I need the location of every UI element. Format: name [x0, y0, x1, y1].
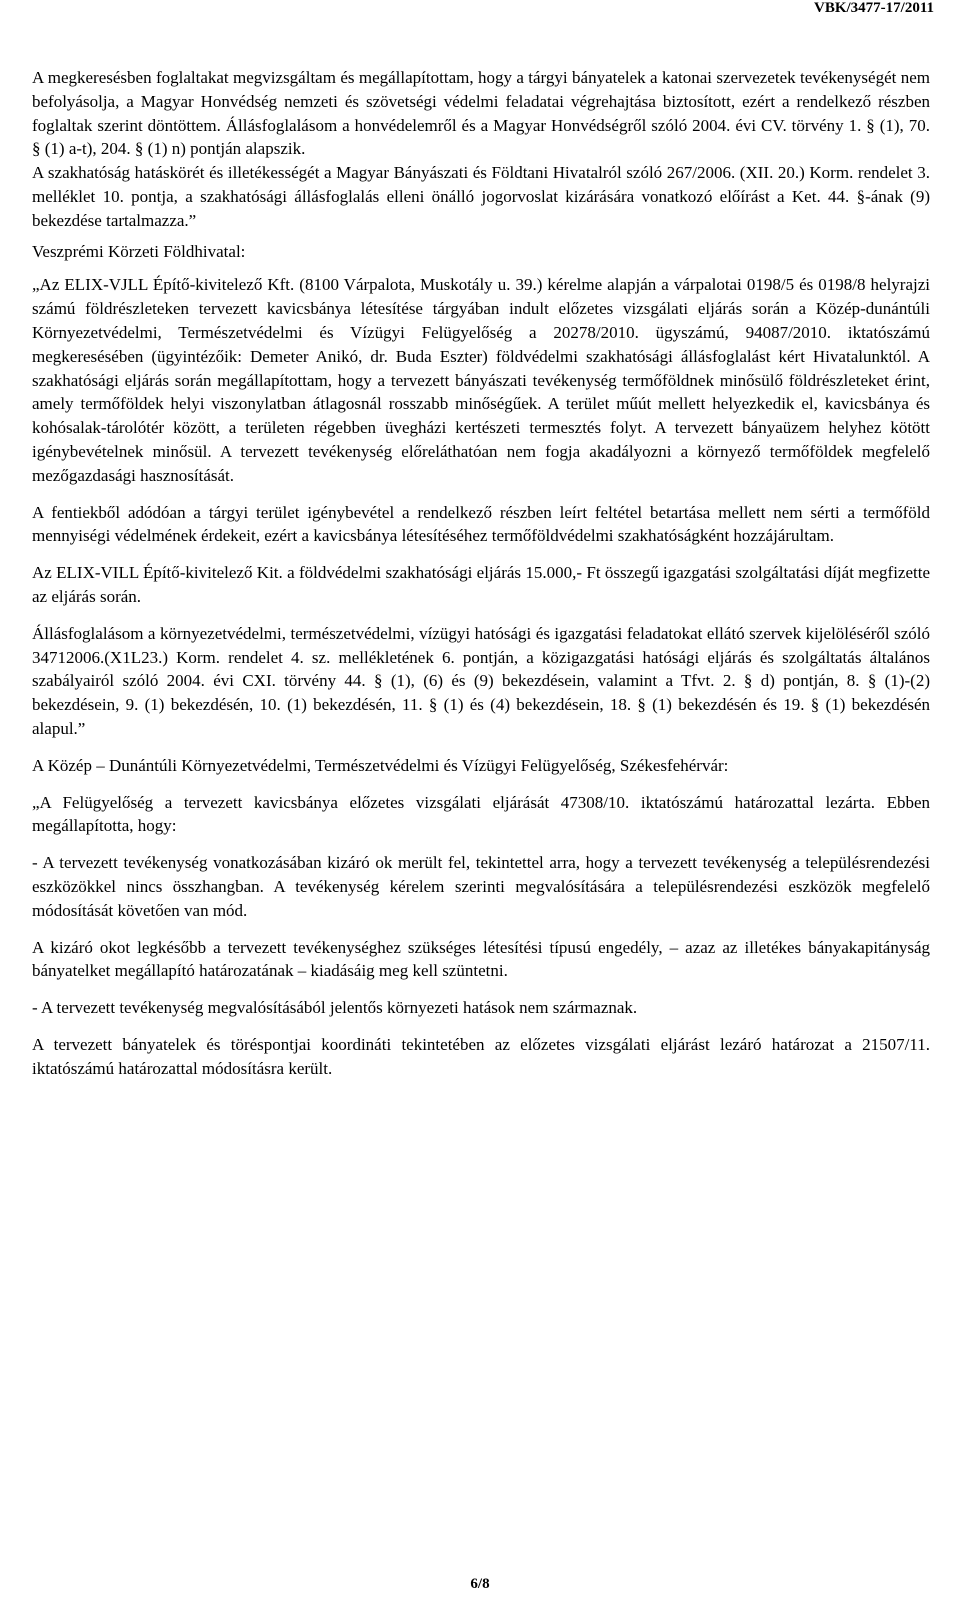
paragraph-exclusion-removal: A kizáró okot legkésőbb a tervezett tevékenységhez szükséges létesítési típusú engedély, – azaz az illetékes bányakapitányság bányatelket megállapító határozatának – kiadásáig meg kell szüntetni. — [32, 937, 930, 981]
section-heading-land-office: Veszprémi Körzeti Földhivatal: — [32, 241, 246, 261]
paragraph-military-opinion: A megkeresésben foglaltakat megvizsgáltam és megállapítottam, hogy a tárgyi bányatelek a katonai szervezetek tevékenységét nem befolyásolja, a Magyar Honvédség nemzeti és szövetségi védelmi feladatai végrehajtása biztosított, ezért a rendelkező részben foglaltak szerint döntöttem. Állásfoglalásom a honvédelemről és a Magyar Honvédségről szóló 2004. évi CV. törvény 1. § (1), 70. § (1) a-t), 204. § (1) n) pontján alapszik. — [32, 68, 930, 159]
paragraph-legal-basis: Állásfoglalásom a környezetvédelmi, természetvédelmi, vízügyi hatósági és igazgatási feladatokat ellátó szervek kijelöléséről szóló 34712006.(X1L23.) Korm. rendelet 4. sz. mellékletének 6. pontján, a közigazgatási hatósági eljárás és szolgáltatás általános szabályairól szóló 2004. évi CXI. törvény 44. § (1), (6) és (9) bekezdésein, valamint a Tfvt. 2. § d) pontján, 8. § (1)-(2) bekezdésein, 9. (1) bekezdésén, 10. (1) bekezdésén, 11. § (1) és (4) bekezdésein, 18. § (1) bekezdésén és 19. § (1) bekezdésén alapul.” — [32, 623, 930, 738]
document-reference-number: VBK/3477-17/2011 — [813, 0, 934, 16]
page-number: 6/8 — [470, 1576, 490, 1592]
paragraph-exclusion-reason: - A tervezett tevékenység vonatkozásában kizáró ok merült fel, tekintettel arra, hogy a tervezett tevékenység a településrendezési eszközökkel nincs összhangban. A tevékenység kérelem szerinti megvalósítására a településrendezési eszközök megfelelő módosítását követően van mód. — [32, 853, 930, 920]
paragraph-fee-payment: Az ELIX-VILL Építő-kivitelező Kit. a földvédelmi szakhatósági eljárás 15.000,- Ft összegű igazgatási szolgáltatási díját megfizette az eljárás során. — [32, 563, 930, 606]
document-body — [32, 66, 930, 1080]
paragraph-authority-competence: A szakhatóság hatáskörét és illetékességét a Magyar Bányászati és Földtani Hivatalról szóló 267/2006. (XII. 20.) Korm. rendelet 3. melléklet 10. pontja, a szakhatósági állásfoglalás elleni önálló jogorvoslat kizárására vonatkozó előírást a Ket. 44. §-ának (9) bekezdése tartalmazza.” — [32, 163, 930, 230]
paragraph-land-use-consent: A fentiekből adódóan a tárgyi terület igénybevétel a rendelkező részben leírt feltétel betartása mellett nem sérti a termőföld mennyiségi védelmének érdekeit, ezért a kavicsbánya létesítéséhez termőföldvédelmi szakhatóságként hozzájárultam. — [32, 502, 930, 546]
paragraph-inspectorate-decision: „A Felügyelőség a tervezett kavicsbánya előzetes vizsgálati eljárását 47308/10. iktatószámú határozattal lezárta. Ebben megállapította, hogy: — [32, 792, 930, 836]
paragraph-environmental-effects: - A tervezett tevékenység megvalósításából jelentős környezeti hatások nem származnak. — [32, 998, 638, 1018]
paragraph-coordinates-modification: A tervezett bányatelek és töréspontjai koordináti tekintetében az előzetes vizsgálati eljárást lezáró határozat a 21507/11. iktatószámú határozattal módosításra került. — [32, 1034, 930, 1078]
section-heading-environmental-inspectorate: A Közép – Dunántúli Környezetvédelmi, Természetvédelmi és Vízügyi Felügyelőség, Székesfehérvár: — [32, 755, 729, 775]
paragraph-land-office-opinion: „Az ELIX-VJLL Építő-kivitelező Kft. (8100 Várpalota, Muskotály u. 39.) kérelme alapján a várpalotai 0198/5 és 0198/8 helyrajzi számú földrészleteken tervezett kavicsbánya létesítése tárgyában indult előzetes vizsgálati eljárás során a Közép-dunántúli Környezetvédelmi, Természetvédelmi és Vízügyi Felügyelőség a 20278/2010. ügyszámú, 94087/2010. iktatószámú megkeresésében (ügyintézőik: Demeter Anikó, dr. Buda Eszter) földvédelmi szakhatósági állásfoglalást kért Hivatalunktól. A szakhatósági eljárás során megállapítottam, hogy a tervezett bányászati tevékenység termőföldnek minősülő földrészleteket érint, amely termőföldek helyi viszonylatban átlagosnál rosszabb minőségűek. A terület műút mellett helyezkedik el, kavicsbánya és kohósalak-tárolótér között, a területen régebben üvegházi kertészeti termesztés folyt. A tervezett bányaüzem helyhez kötött igénybevételnek minősül. A tervezett tevékenység előreláthatóan nem fogja akadályozni a környező termőföldek megfelelő mezőgazdasági hasznosítását. — [32, 275, 930, 485]
